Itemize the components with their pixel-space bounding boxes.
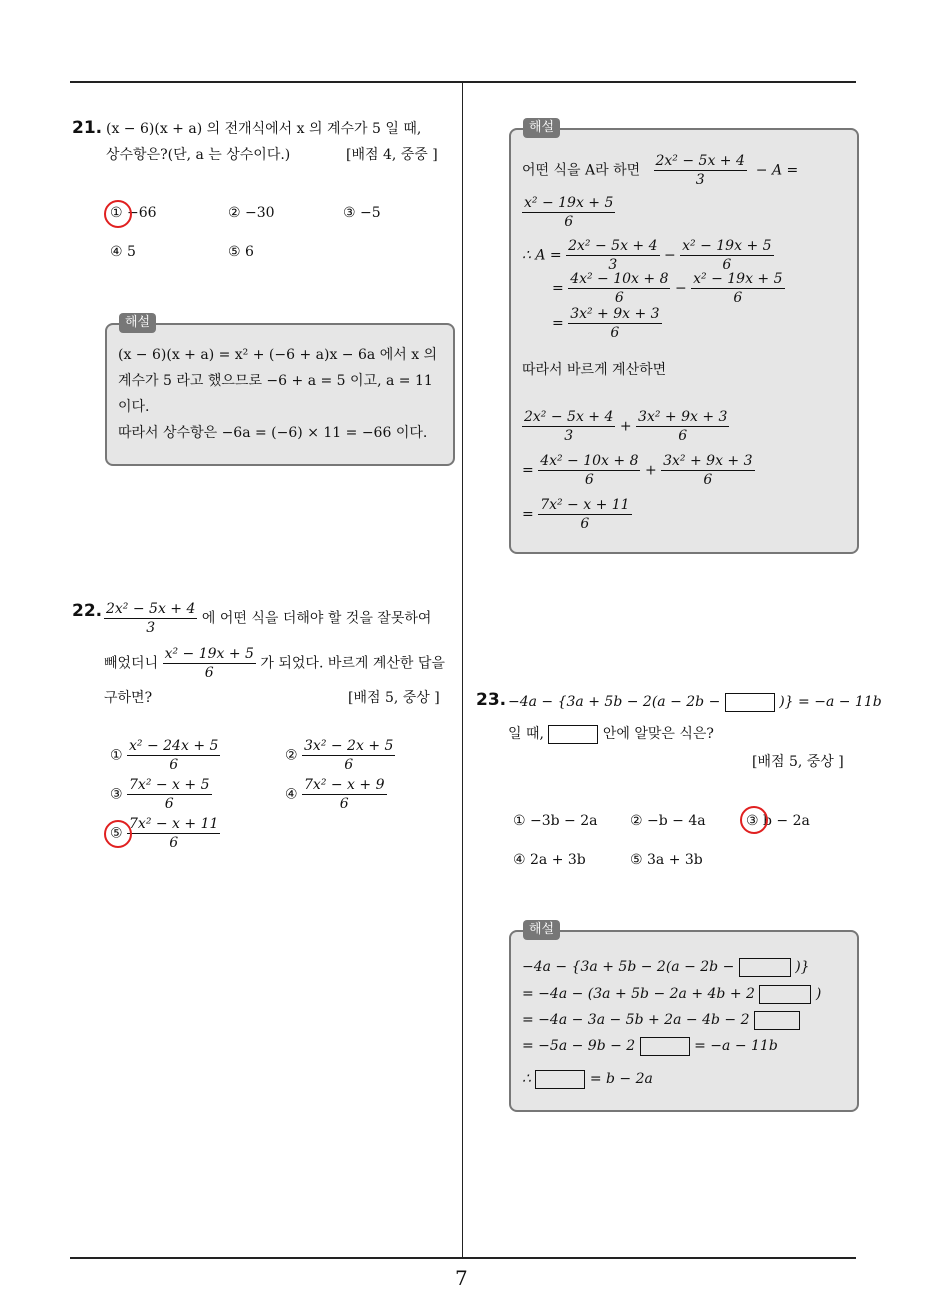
q22-choice-3[interactable]: ③ $\frac{\text{7x² − x + 5}}{6}$ — [110, 777, 210, 812]
question-23-score: [배점 5, 중상 ] — [752, 754, 844, 770]
answer-mark-circle — [740, 806, 768, 834]
question-22-text-line3: 구하면? — [104, 690, 153, 706]
question-21-number: 21. — [72, 118, 103, 138]
sol23-line1: −4a − {3a + 5b − 2(a − 2b − )} — [522, 959, 810, 975]
sol22-line7: = $\frac{\text{4x² − 10x + 8}}{6}$ + $\frac{\text{3x² + 9x + 3}}{6}$ — [522, 453, 753, 488]
q23-choice-5[interactable]: ⑤ 3a + 3b — [630, 852, 703, 868]
q21-choice-1[interactable]: ① −66 — [110, 205, 157, 221]
q22-choice-4[interactable]: ④ $\frac{\text{7x² − x + 9}}{6}$ — [285, 777, 385, 812]
q21-solution-line2: 계수가 5 라고 했으므로 −6 + a = 5 이고, a = 11 — [118, 373, 433, 389]
q22-text2b: 가 되었다. 바르게 계산한 답을 — [260, 655, 445, 672]
sol22-line1: 어떤 식을 A라 하면 $\frac{\text{2x² − 5x + 4}}{3}$ − A = — [522, 153, 799, 188]
sol22-line5: = $\frac{\text{3x² + 9x + 3}}{6}$ — [552, 306, 660, 341]
question-21-text-line2: 상수항은?(단, a 는 상수이다.) — [106, 147, 291, 163]
question-21-score: [배점 4, 중중 ] — [346, 147, 438, 163]
q21-solution-tag: 해설 — [119, 313, 156, 333]
sol22-line4: = $\frac{\text{4x² − 10x + 8}}{6}$ − $\frac{\text{x² − 19x + 5}}{6}$ — [552, 271, 783, 306]
q23-choice-1[interactable]: ① −3b − 2a — [513, 813, 598, 829]
q21-solution-line3: 이다. — [118, 399, 150, 415]
q21-solution-line4: 따라서 상수항은 −6a = (−6) × 11 = −66 이다. — [118, 425, 428, 441]
question-23-line2: 일 때, 안에 알맞은 식은? — [508, 726, 714, 742]
q23-solution-tag: 해설 — [523, 920, 560, 940]
bottom-rule — [70, 1257, 856, 1259]
question-23-equation: −4a − {3a + 5b − 2(a − 2b − )} = −a − 11b — [508, 694, 882, 710]
sol22-middle-text: 따라서 바르게 계산하면 — [522, 362, 667, 378]
sol22-line6: $\frac{\text{2x² − 5x + 4}}{3}$ + $\frac{\text{3x² + 9x + 3}}{6}$ — [524, 409, 728, 444]
q23-choice-2[interactable]: ② −b − 4a — [630, 813, 706, 829]
answer-mark-circle — [104, 820, 132, 848]
question-22-text-line1 — [104, 600, 431, 637]
column-divider — [462, 83, 463, 1258]
question-22-score: [배점 5, 중상 ] — [348, 690, 440, 706]
sol22-line2: $\frac{\text{x² − 19x + 5}}{6}$ — [524, 195, 614, 230]
question-22-text-line2 — [104, 645, 445, 682]
q21-choice-3[interactable]: ③ −5 — [343, 205, 381, 221]
q22-choice-5[interactable]: ⑤ $\frac{\text{7x² − x + 11}}{6}$ — [110, 816, 219, 851]
q22-text1: 에 어떤 식을 더해야 할 것을 잘못하여 — [201, 610, 432, 627]
q22-choice-2[interactable]: ② $\frac{\text{3x² − 2x + 5}}{6}$ — [285, 738, 394, 773]
q22-choice-1[interactable]: ① $\frac{\text{x² − 24x + 5}}{6}$ — [110, 738, 219, 773]
question-22-number: 22. — [72, 601, 103, 621]
sol23-line3: = −4a − 3a − 5b + 2a − 4b − 2 — [522, 1010, 800, 1030]
top-rule — [70, 81, 856, 83]
q23-choice-3[interactable]: ③ b − 2a — [746, 813, 810, 829]
q21-choice-2[interactable]: ② −30 — [228, 205, 275, 221]
q23-choice-4[interactable]: ④ 2a + 3b — [513, 852, 586, 868]
q22-text2a: 빼었더니 — [104, 655, 159, 672]
q21-choice-4[interactable]: ④ 5 — [110, 244, 136, 260]
answer-mark-circle — [104, 200, 132, 228]
answer-blank — [548, 725, 598, 744]
q22-solution-tag: 해설 — [523, 118, 560, 138]
page-number: 7 — [455, 1266, 468, 1290]
q22-fraction-1: $\frac{\text{2x² − 5x + 4}}{3}$ — [106, 601, 196, 636]
q22-fraction-2: $\frac{\text{x² − 19x + 5}}{6}$ — [164, 646, 254, 681]
q21-solution-line1: (x − 6)(x + a) = x² + (−6 + a)x − 6a 에서 x 의 — [118, 347, 438, 363]
q21-choice-5[interactable]: ⑤ 6 — [228, 244, 254, 260]
sol23-line2: = −4a − (3a + 5b − 2a + 4b + 2 ) — [522, 986, 822, 1002]
sol22-line3: ∴ A = $\frac{\text{2x² − 5x + 4}}{3}$ − $\frac{\text{x² − 19x + 5}}{6}$ — [522, 238, 772, 273]
sol22-line8: = $\frac{\text{7x² − x + 11}}{6}$ — [522, 497, 630, 532]
answer-blank — [725, 693, 775, 712]
sol23-line5: ∴ = b − 2a — [522, 1071, 653, 1087]
question-23-number: 23. — [476, 690, 507, 710]
sol23-line4: = −5a − 9b − 2 = −a − 11b — [522, 1038, 778, 1054]
question-21-text-line1: (x − 6)(x + a) 의 전개식에서 x 의 계수가 5 일 때, — [106, 121, 422, 137]
